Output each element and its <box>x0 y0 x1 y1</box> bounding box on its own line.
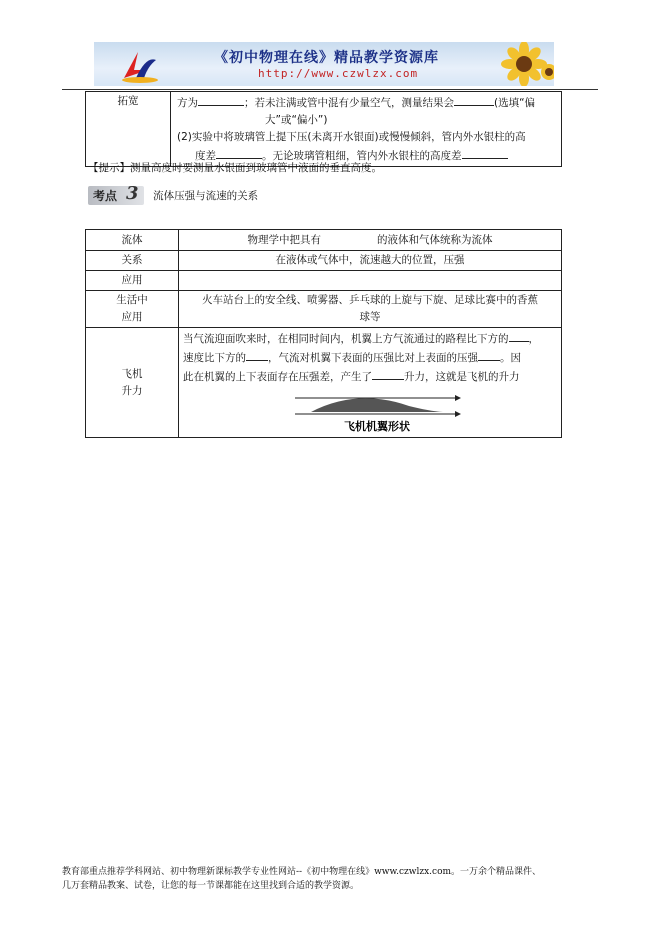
answer-blank[interactable] <box>462 146 508 159</box>
banner-url[interactable]: http://www.czwlzx.com <box>258 67 419 80</box>
table-row <box>86 251 562 271</box>
fluid-table <box>85 229 562 438</box>
expand-line-3: (2)实验中将玻璃管上提下压(未离开水银面)或慢慢倾斜，管内外水银柱的高 <box>177 131 526 143</box>
row-content: 火车站台上的安全线、喷雾器、乒乓球的上旋与下旋、足球比赛中的香蕉 球等 <box>179 291 562 328</box>
row-label: 生活中 应用 <box>86 291 179 328</box>
page-footer: 教育部重点推荐学科网站、初中物理新课标教学专业性网站--《初中物理在线》www.czwlzx.com。一万余个精品课件、 几万套精品教案、试卷，让您的每一节课都能在这里找到合适的教学资源。 <box>62 867 542 891</box>
row-label: 关系 <box>86 251 179 271</box>
row-label: 应用 <box>86 271 179 291</box>
wing-shape <box>311 398 443 412</box>
expand-line-2: 大”或“偏小”) <box>265 114 328 126</box>
table-row <box>86 230 562 251</box>
section-header <box>88 185 258 205</box>
header-banner <box>94 42 554 86</box>
tip-text: 【提示】测量高度时要测量水银面到玻璃管中液面的垂直高度。 <box>88 162 382 174</box>
sunflower-icon <box>494 42 554 86</box>
section-badge: 考点 3 <box>88 186 144 205</box>
airplane-wing-diagram <box>293 390 463 434</box>
answer-blank[interactable] <box>246 348 268 361</box>
expand-line-1: 方为 ；若未注满或管中混有少量空气，测量结果会 (选填“偏 <box>177 93 560 112</box>
row-content: 当气流迎面吹来时，在相同时间内，机翼上方气流通过的路程比下方的 ， 速度比下方的 ，气流对机翼下表面的压强比对上表面的压强 。因 此在机翼的上下表面存在压强差，产生了 升力，这就是飞机的升力 飞机机翼形状 <box>179 328 562 438</box>
answer-blank[interactable] <box>509 329 529 342</box>
answer-blank[interactable] <box>372 367 404 380</box>
expansion-table <box>85 91 562 167</box>
table-row <box>86 271 562 291</box>
answer-blank[interactable] <box>198 93 244 106</box>
row-label: 流体 <box>86 230 179 251</box>
banner-title: 《初中物理在线》精品教学资源库 <box>214 50 439 66</box>
wing-caption: 飞机机翼形状 <box>344 420 410 433</box>
answer-blank[interactable] <box>454 93 494 106</box>
site-logo-icon <box>120 48 160 84</box>
row-content: 物理学中把具有 的液体和气体统称为流体 <box>179 230 562 251</box>
header-divider <box>62 89 598 90</box>
row-label: 飞机 升力 <box>86 328 179 438</box>
answer-blank[interactable] <box>216 146 262 159</box>
row-label-expand: 拓宽 <box>86 92 171 167</box>
row-content <box>179 271 562 291</box>
expand-content <box>171 92 562 167</box>
row-content: 在液体或气体中，流速越大的位置，压强 <box>179 251 562 271</box>
answer-blank[interactable] <box>478 348 500 361</box>
answer-blank[interactable] <box>321 231 377 243</box>
expand-line-4: 度差 。无论玻璃管粗细，管内外水银柱的高度差 <box>177 146 560 165</box>
table-row <box>86 291 562 328</box>
section-title: 流体压强与流速的关系 <box>153 190 259 202</box>
table-row <box>86 328 562 438</box>
